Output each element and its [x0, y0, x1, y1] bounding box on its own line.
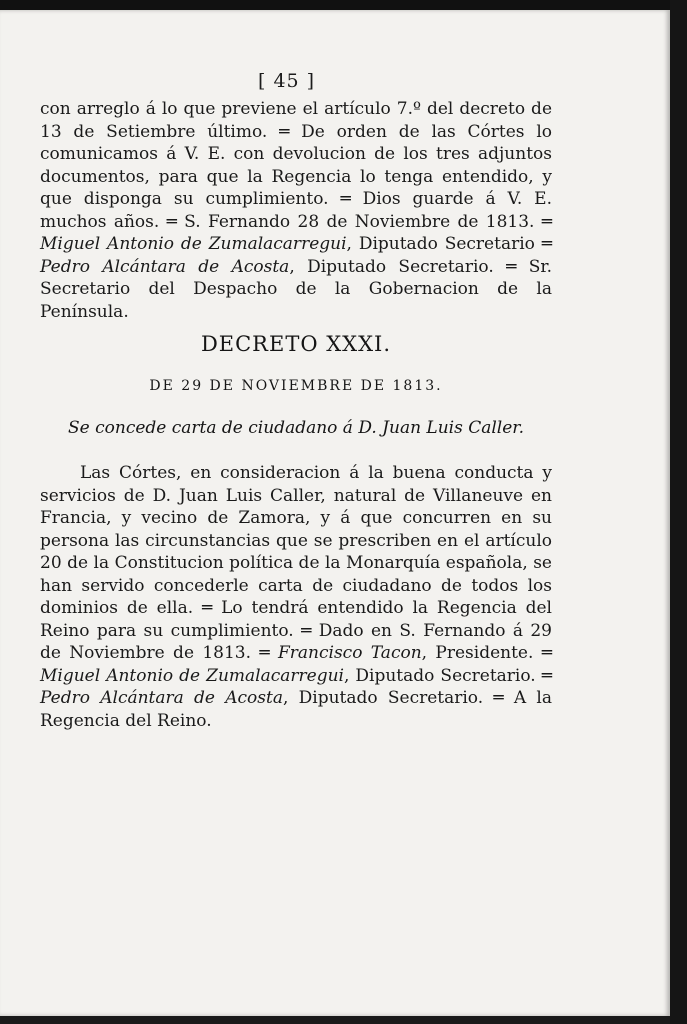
signatory-name: Francisco Tacon [277, 643, 422, 663]
scan-border-right [670, 0, 687, 1024]
decree-summary: Se concede carta de ciudadano á D. Juan Luis Caller. [68, 418, 524, 438]
page-number: [ 45 ] [258, 70, 316, 92]
text-run: con arreglo á lo que previene el artículo 7.º del decreto de 13 de Setiembre último. ═ De orden de las Córtes lo comunicamos á V. E. con devolucion de los tres adjuntos documentos, para que la Regencia lo tenga entendido, y que disponga su cumplimiento. ═ Dios guarde á V. E. muchos años. ═ S. Fernando 28 de Noviembre de 1813. ═ [40, 99, 552, 232]
signatory-name: Miguel Antonio de Zumalacarregui [40, 234, 347, 254]
text-run: Las Córtes, en consideracion á la buena conducta y servicios de D. Juan Luis Caller, natural de Villaneuve en Francia, y vecino de Zamora, y á que concurren en su persona las circunstancias que se prescriben en el artículo 20 de la Constitucion política de la Monarquía española, se han servido concederle carta de ciudadano de todos los dominios de ella. ═ Lo tendrá entendido la Regencia del Reino para su cumplimiento. ═ Dado en S. Fernando á 29 de Noviembre de 1813. ═ [40, 463, 552, 663]
decree-title: DECRETO XXXI. [200, 332, 392, 356]
signatory-name: Pedro Alcántara de Acosta [40, 256, 290, 277]
signatory-name: Miguel Antonio de Zumalacarregui [40, 665, 344, 686]
text-run: , Presidente. ═ [421, 643, 552, 663]
text-run: , Diputado Secretario. ═ Sr. Secretario del Despacho de la Gobernacion de la Península. [40, 256, 552, 322]
book-page [0, 10, 670, 1016]
signatory-name: Pedro Alcántara de Acosta [40, 688, 283, 708]
paragraph-continuation [40, 98, 552, 323]
text-run: , Diputado Secretario ═ [346, 234, 552, 254]
text-run: , Diputado Secretario. ═ A la Regencia del Reino. [40, 688, 552, 731]
text-run: , Diputado Secretario. ═ [343, 665, 552, 686]
scan-border-top [0, 0, 687, 10]
decree-date: DE 29 DE NOVIEMBRE DE 1813. [149, 378, 443, 394]
decree-body [40, 462, 552, 732]
